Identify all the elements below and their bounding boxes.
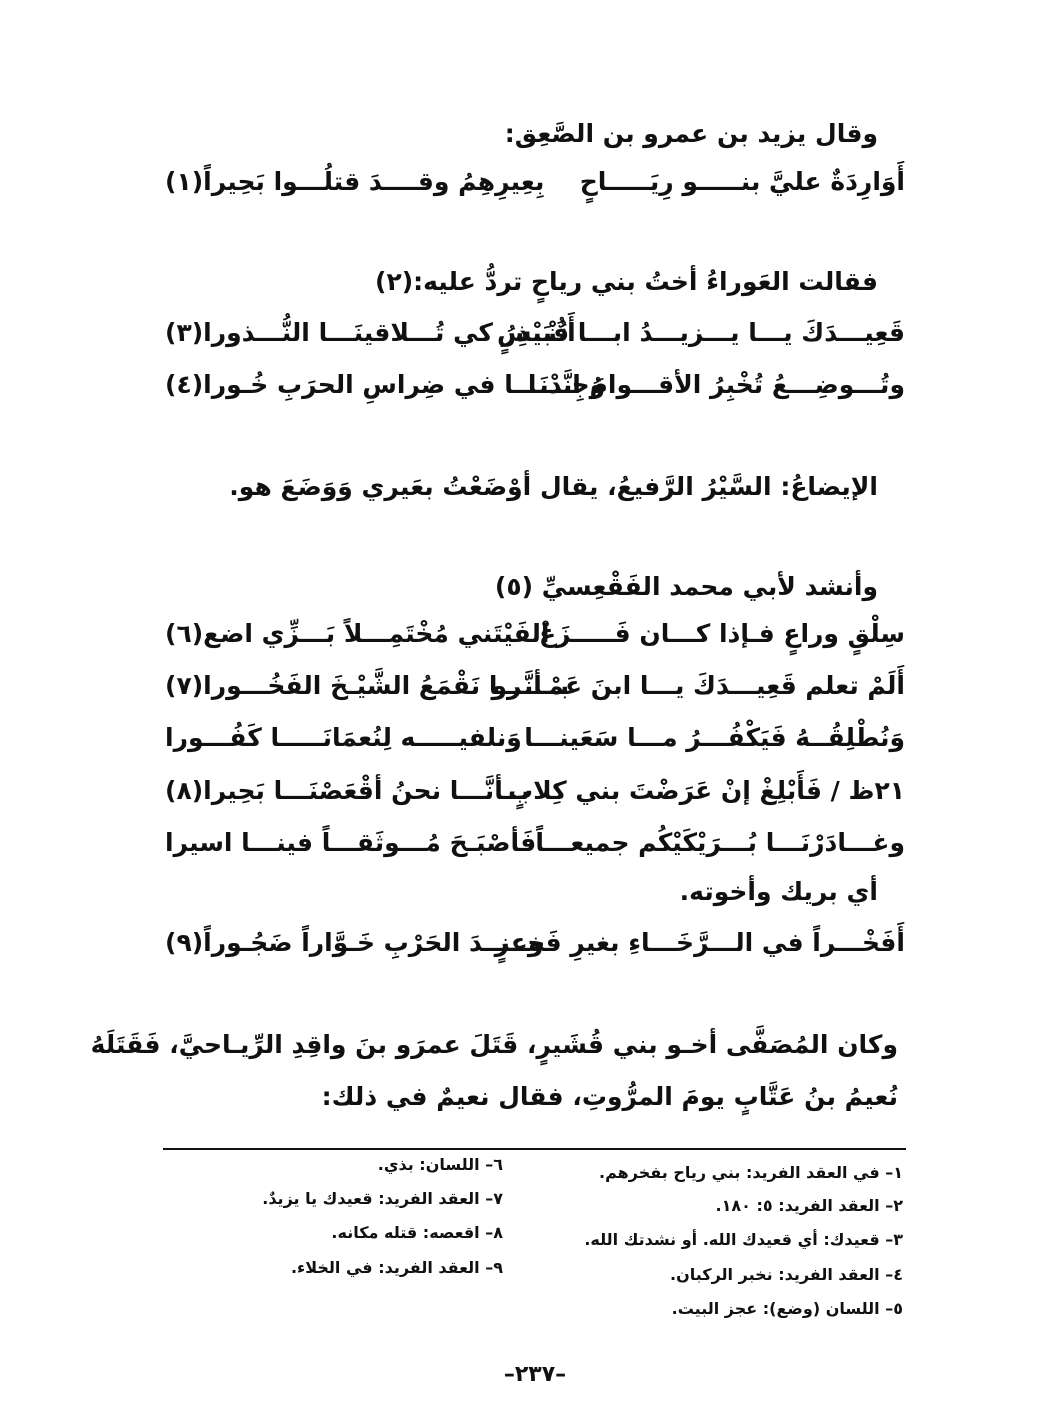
verse-first-hemistich: أَفَخْـــراً في الـــرَّخَـــاءِ بغيرِ فَخــرٍ xyxy=(494,928,905,957)
verse-faqasi-3 xyxy=(165,720,905,756)
footnote-7: ٧– العقد الفريد: قعيدك يا يزيدٌ. xyxy=(262,1189,503,1208)
verse-awra-2 xyxy=(165,367,905,403)
page-number: –٢٣٧– xyxy=(503,1362,567,1387)
verse-faqasi-2 xyxy=(165,668,905,704)
verse-first-hemistich: أَلَمْ تعلم قَعِيـــدَكَ يـــا ابنَ عَمْـــرو xyxy=(491,671,905,700)
prose-line-2: نُعيمُ بنُ عَتَّابٍ يومَ المرُّوتِ، فقال نعيمٌ في ذلك: xyxy=(321,1082,898,1111)
verse-yazid-1 xyxy=(165,164,905,200)
intro-awra: فقالت العَوراءُ أختُ بني رياحٍ تردُّ عليه:(٢) xyxy=(375,267,878,296)
footnote-9: ٩– العقد الفريد: في الخلاء. xyxy=(290,1258,503,1277)
verse-first-hemistich: وغـــادَرْنَـــا بُـــرَيْكَيْكُم جميعـــاً xyxy=(535,828,905,857)
verse-second-hemistich: فَأصْبَـحَ مُـــوثَقـــاً فينـــا اسيرا xyxy=(165,828,537,857)
verse-second-hemistich: بــأنَّـــا نحنُ أقْعَصْنَـــا بَحِيرا(٨) xyxy=(165,776,531,805)
verse-first-hemistich: وتُـــوضِـــعُ تُخْبِرُ الأقـــوامَ انَّـــا xyxy=(527,370,905,399)
footnote-1: ١– في العقد الفريد: بني رياح بفخرهم. xyxy=(599,1163,903,1182)
verse-faqasi-5 xyxy=(165,825,905,861)
footnote-3: ٣– قعيدك: أي قعيدك الله. أو نشدتك الله. xyxy=(584,1230,903,1249)
verse-second-hemistich: الفَيْتَني مُخْتَمِـــلاً بَـــزِّي اضع(٦) xyxy=(165,619,550,648)
verse-first-hemistich: قَعِيـــدَكَ يـــا يـــزيـــدُ ابـــا قُبَيْسٍ xyxy=(496,318,905,347)
verse-second-hemistich: أَتُنْــذِرُ كي تُـــلاقينَـــا النُّـــذورا(٣) xyxy=(165,318,576,347)
verse-first-hemistich: ٢١ظ / فَأَبْلِغْ إنْ عَرَضْتَ بني كِلابٍ xyxy=(508,776,905,805)
verse-second-hemistich: بِعِيرِهِمُ وقــــدَ قتلُـــوا بَحِيراً(١) xyxy=(165,167,545,196)
note-buraik: أي بريك وأخوته. xyxy=(679,877,878,906)
verse-final xyxy=(165,925,905,961)
footnote-2: ٢– العقد الفريد: ٥: ١٨٠. xyxy=(715,1196,903,1215)
footnote-5: ٥– اللسان (وضع): عجز البيت. xyxy=(671,1299,903,1318)
verse-second-hemistich: وُجِـدْنَـــا في ضِراسِ الحرَبِ خُـورا(٤) xyxy=(165,370,606,399)
verse-faqasi-4 xyxy=(165,773,905,809)
verse-awra-1 xyxy=(165,315,905,351)
prose-line-1: وكان المُصَفَّى أخـو بني قُشَيرٍ، قَتَلَ عمرَو بنَ واقِدِ الرِّيـاحيَّ، فَقَتَلَهُ xyxy=(90,1030,898,1059)
verse-first-hemistich: أَوَارِدَةٌ عليَّ بنـــــو رِيَـــــاحٍ xyxy=(579,167,905,196)
verse-faqasi-1 xyxy=(165,616,905,652)
verse-second-hemistich: وعنــدَ الحَرْبِ خَـوَّاراً ضَجُـوراً(٩) xyxy=(165,928,544,957)
footnote-4: ٤– العقد الفريد: نخبر الركبان. xyxy=(670,1265,903,1284)
definition-idaa: الإيضاعُ: السَّيْرُ الرَّفيعُ، يقال أوْضَعْتُ بعَيري وَوَضَعَ هو. xyxy=(229,472,878,501)
footnote-8: ٨– اقعصه: قتله مكانه. xyxy=(331,1223,503,1242)
verse-second-hemistich: وَنلفيـــــه لِنُعمَانَـــــا كَفُـــورا xyxy=(165,723,522,752)
footnote-divider xyxy=(163,1148,906,1150)
intro-yazid: وقال يزيد بن عمرو بن الصَّعِق: xyxy=(504,119,878,148)
verse-first-hemistich: وَنُطْلِقُــهُ فَيَكْفُـــرُ مـــا سَعَينـــا xyxy=(524,723,905,752)
verse-first-hemistich: سِلْقٍ وراعٍ فـإذا كـــان فَـــــزَعْ xyxy=(538,619,905,648)
verse-second-hemistich: بــأنَّـــا نَقْمَعُ الشَّيْـخَ الفَخُـــورا(٧) xyxy=(165,671,570,700)
intro-faqasi: وأنشد لأبي محمد الفَقْعِسيِّ (٥) xyxy=(494,572,878,601)
footnote-6: ٦– اللسان: بذي. xyxy=(377,1155,503,1174)
